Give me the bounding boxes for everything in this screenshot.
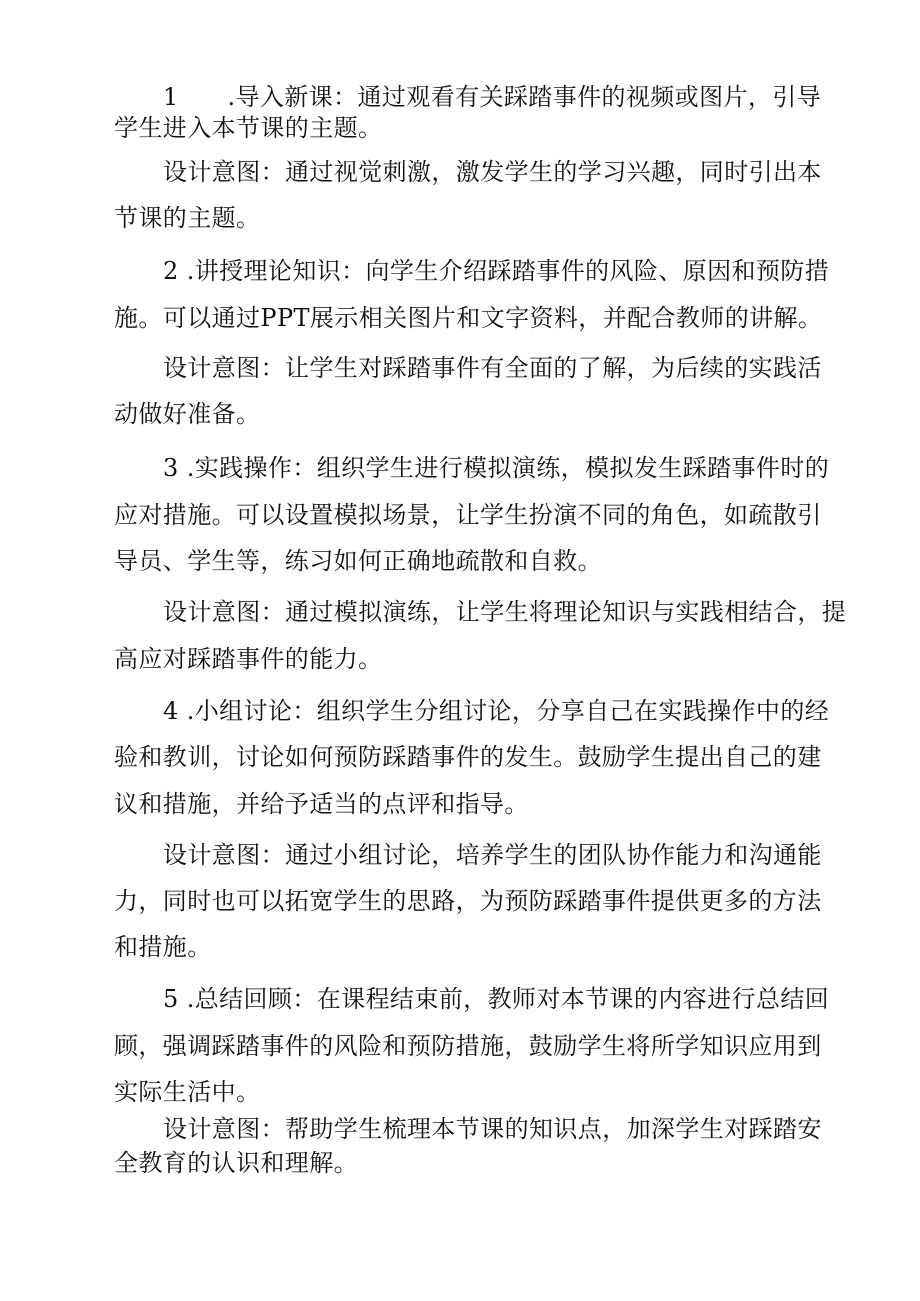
design-intent-5-line-1: 设计意图：帮助学生梳理本节课的知识点，加深学生对踩踏安: [163, 1115, 822, 1143]
design-intent-2-line-1: 设计意图：让学生对踩踏事件有全面的了解，为后续的实践活: [163, 354, 822, 382]
design-intent-1-line-1: 设计意图：通过视觉刺激，激发学生的学习兴趣，同时引出本: [163, 158, 822, 186]
step-2-line-1: 2 .讲授理论知识：向学生介绍踩踏事件的风险、原因和预防措: [163, 257, 830, 285]
design-intent-1-line-2: 节课的主题。: [114, 204, 261, 232]
design-intent-4-line-1: 设计意图：通过小组讨论，培养学生的团队协作能力和沟通能: [163, 841, 822, 869]
step-4-line-3: 议和措施，并给予适当的点评和指导。: [114, 790, 529, 818]
step-4-line-2: 验和教训，讨论如何预防踩踏事件的发生。鼓励学生提出自己的建: [114, 743, 822, 771]
design-intent-4-line-3: 和措施。: [114, 933, 212, 961]
design-intent-4-line-2: 力，同时也可以拓宽学生的思路，为预防踩踏事件提供更多的方法: [114, 887, 822, 915]
step-3-line-1: 3 .实践操作：组织学生进行模拟演练，模拟发生踩踏事件时的: [163, 454, 830, 482]
step-4-line-1: 4 .小组讨论：组织学生分组讨论，分享自己在实践操作中的经: [163, 697, 830, 725]
step-1-line-1: 1 .导入新课：通过观看有关踩踏事件的视频或图片，引导: [163, 83, 822, 111]
step-5-line-2: 顾，强调踩踏事件的风险和预防措施，鼓励学生将所学知识应用到: [114, 1032, 822, 1060]
step-5-line-3: 实际生活中。: [114, 1078, 261, 1106]
step-5-line-1: 5 .总结回顾：在课程结束前，教师对本节课的内容进行总结回: [163, 985, 830, 1013]
design-intent-3-line-1: 设计意图：通过模拟演练，让学生将理论知识与实践相结合，提: [163, 598, 847, 626]
design-intent-2-line-2: 动做好准备。: [114, 400, 261, 428]
step-3-line-3: 导员、学生等，练习如何正确地疏散和自救。: [114, 547, 602, 575]
design-intent-3-line-2: 高应对踩踏事件的能力。: [114, 645, 383, 673]
step-1-line-2: 学生进入本节课的主题。: [114, 114, 383, 142]
step-3-line-2: 应对措施。可以设置模拟场景，让学生扮演不同的角色，如疏散引: [114, 501, 822, 529]
step-2-line-2: 施。可以通过PPT展示相关图片和文字资料，并配合教师的讲解。: [114, 304, 823, 332]
design-intent-5-line-2: 全教育的认识和理解。: [114, 1149, 358, 1177]
